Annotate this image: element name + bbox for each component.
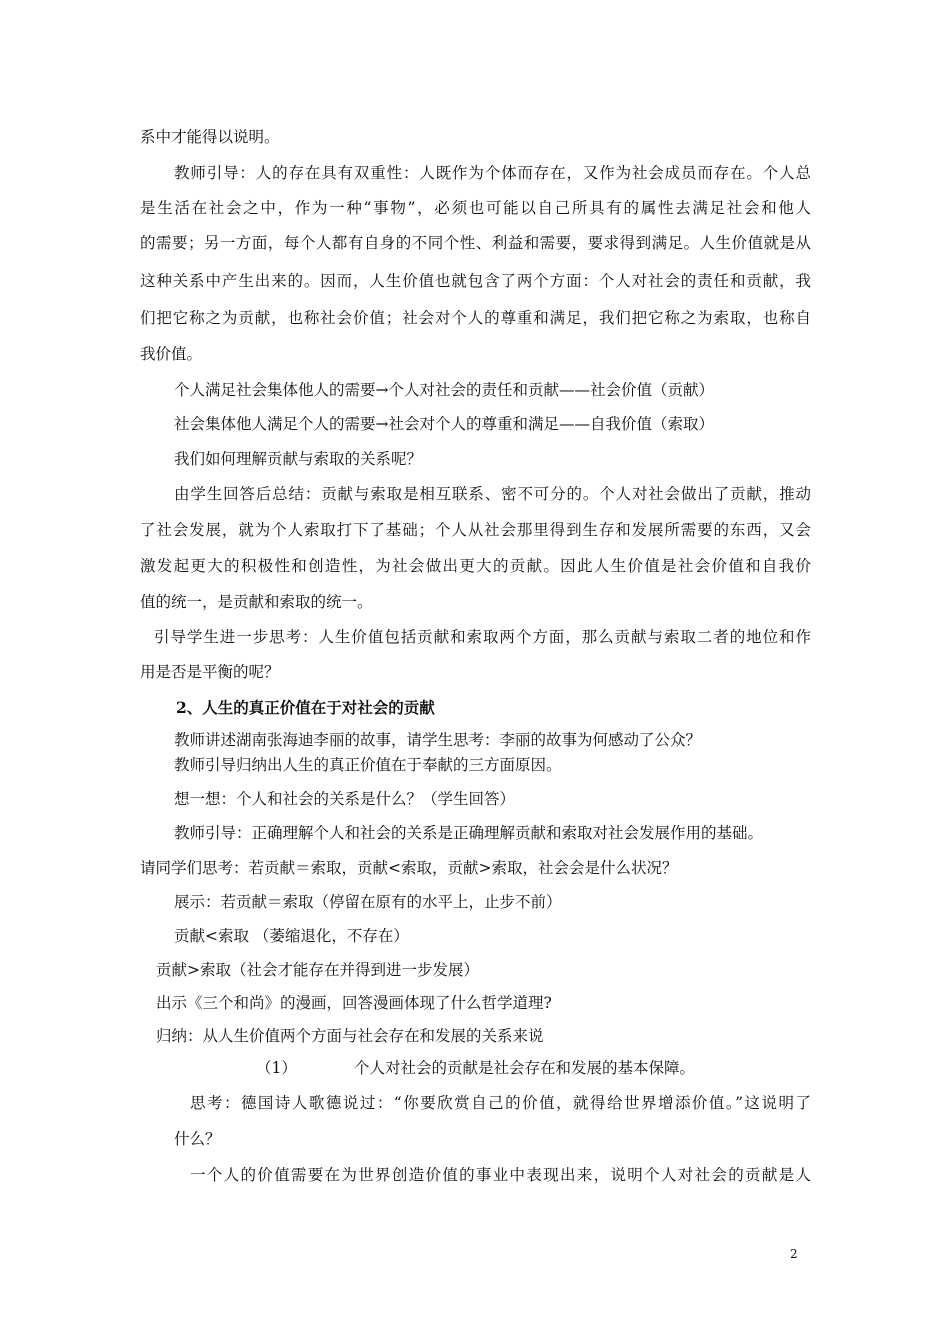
question-line: 我们如何理解贡献与索取的关系呢？ bbox=[174, 450, 423, 468]
paragraph-line: 出示《三个和尚》的漫画，回答漫画体现了什么哲学道理? bbox=[156, 994, 552, 1012]
paragraph-line: 贡献>索取（社会才能存在并得到进一步发展） bbox=[156, 961, 479, 979]
paragraph-line: 归纳：从人生价值两个方面与社会存在和发展的关系来说 bbox=[156, 1027, 544, 1045]
paragraph-line: 了社会发展，就为个人索取打下了基础；个人从社会那里得到生存和发展所需要的东西，又会 bbox=[140, 521, 811, 539]
paragraph-line: 是生活在社会之中，作为一种“事物”，必须也可能以自己所具有的属性去满足社会和他人 bbox=[140, 199, 811, 217]
value-relation-line: 个人满足社会集体他人的需要→个人对社会的责任和贡献——社会价值（贡献） bbox=[174, 381, 714, 399]
paragraph-line: 想一想：个人和社会的关系是什么？（学生回答） bbox=[174, 790, 516, 808]
paragraph-line: 贡献<索取 （萎缩退化，不存在） bbox=[174, 927, 409, 945]
value-relation-line: 社会集体他人满足个人的需要→社会对个人的尊重和满足——自我价值（索取） bbox=[174, 415, 714, 433]
paragraph-line: 值的统一，是贡献和索取的统一。 bbox=[140, 593, 373, 611]
page-number: 2 bbox=[790, 1247, 798, 1261]
paragraph-line: 用是否是平衡的呢？ bbox=[140, 663, 280, 681]
section-heading: 2、人生的真正价值在于对社会的贡献 bbox=[176, 698, 435, 717]
paragraph-line: 教师引导：正确理解个人和社会的关系是正确理解贡献和索取对社会发展作用的基础。 bbox=[174, 824, 764, 842]
paragraph-line: 我价值。 bbox=[140, 345, 203, 363]
paragraph-line: 思考：德国诗人歌德说过：“你要欣赏自己的价值，就得给世界增添价值。”这说明了 bbox=[190, 1094, 811, 1112]
paragraph-line: 激发起更大的积极性和创造性，为社会做出更大的贡献。因此人生价值是社会价值和自我价 bbox=[140, 557, 811, 575]
paragraph-line: 请同学们思考：若贡献＝索取，贡献<索取，贡献>索取，社会会是什么状况？ bbox=[140, 859, 678, 877]
paragraph-line: 的需要；另一方面，每个人都有自身的不同个性、利益和需要，要求得到满足。人生价值就是从 bbox=[140, 234, 811, 252]
paragraph-line: 展示：若贡献＝索取（停留在原有的水平上，止步不前） bbox=[174, 893, 562, 911]
list-item-text: 个人对社会的贡献是社会存在和发展的基本保障。 bbox=[354, 1059, 696, 1077]
paragraph-line: 们把它称之为贡献，也称社会价值；社会对个人的尊重和满足，我们把它称之为索取，也称自 bbox=[140, 309, 811, 327]
paragraph-line: 由学生回答后总结：贡献与索取是相互联系、密不可分的。个人对社会做出了贡献，推动 bbox=[174, 485, 811, 503]
paragraph-line: 这种关系中产生出来的。因而，人生价值也就包含了两个方面：个人对社会的责任和贡献，我 bbox=[140, 272, 811, 290]
paragraph-line: 一个人的价值需要在为世界创造价值的事业中表现出来，说明个人对社会的贡献是人 bbox=[190, 1166, 811, 1184]
list-marker: （1） bbox=[256, 1059, 297, 1077]
paragraph-line: 教师讲述湖南张海迪李丽的故事，请学生思考：李丽的故事为何感动了公众？ bbox=[174, 731, 702, 749]
paragraph-line: 教师引导：人的存在具有双重性：人既作为个体而存在，又作为社会成员而存在。个人总 bbox=[174, 164, 811, 182]
paragraph-line: 教师引导归纳出人生的真正价值在于奉献的三方面原因。 bbox=[174, 756, 562, 774]
paragraph-line: 什么？ bbox=[174, 1130, 221, 1148]
paragraph-line: 系中才能得以说明。 bbox=[140, 128, 280, 146]
paragraph-line: 引导学生进一步思考：人生价值包括贡献和索取两个方面，那么贡献与索取二者的地位和作 bbox=[154, 628, 811, 646]
